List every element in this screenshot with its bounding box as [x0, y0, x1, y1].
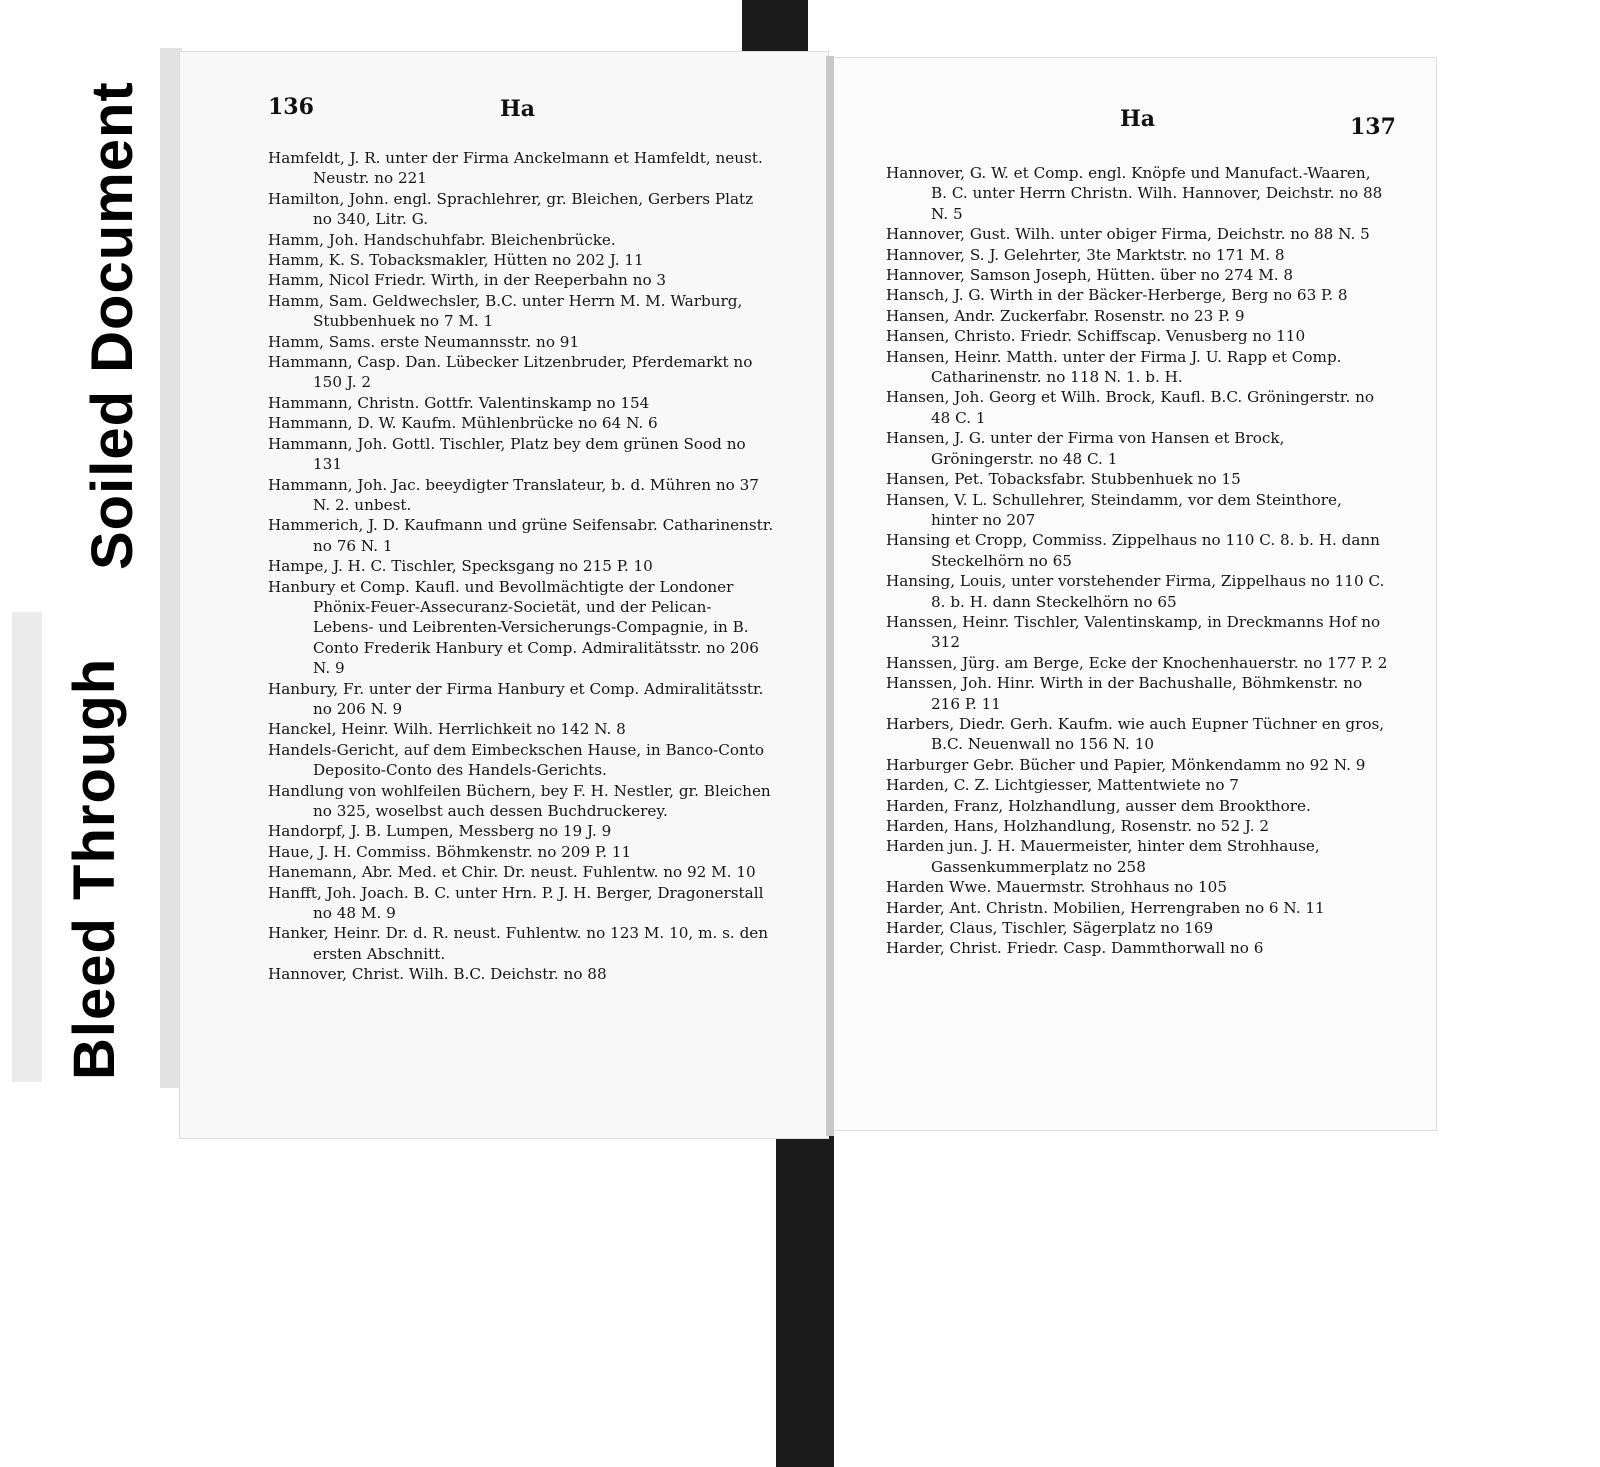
- directory-entry: Hanssen, Heinr. Tischler, Valentinskamp, in Dreckmanns Hof no 312: [886, 612, 1381, 652]
- directory-entry: Hammerich, J. D. Kaufmann und grüne Seifensabr. Catharinenstr. no 76 N. 1: [268, 516, 774, 555]
- directory-entry: Hanssen, Joh. Hinr. Wirth in der Bachushalle, Böhmkenstr. no 216 P. 11: [886, 674, 1363, 713]
- directory-entry: Hanckel, Heinr. Wilh. Herrlichkeit no 142 N. 8: [268, 720, 626, 739]
- directory-entry: Hansen, V. L. Schullehrer, Steindamm, vor dem Steinthore, hinter no 207: [886, 490, 1342, 529]
- directory-entry: Hammann, Joh. Jac. beeydigter Translateur, b. d. Mühren no 37 N. 2. unbest.: [268, 475, 759, 514]
- top-binding-strip: [742, 0, 808, 56]
- directory-entry: Handorpf, J. B. Lumpen, Messberg no 19 J. 9: [268, 822, 612, 841]
- directory-entry: Hanbury, Fr. unter der Firma Hanbury et Comp. Admiralitätsstr. no 206 N. 9: [268, 679, 764, 718]
- bottom-binding-strip: [776, 1130, 834, 1467]
- directory-entry: Hanbury et Comp. Kaufl. und Bevollmächtigte der Londoner Phönix-Feuer-Assecuranz-Societät, und der Pelican- Lebens- und Leibrenten-Versicherungs-Compagnie, in B. Conto Frederik Hanbury et Comp. Admiralitätsstr. no 206 N. 9: [268, 577, 759, 678]
- directory-entry: Hamm, Sams. erste Neumannsstr. no 91: [268, 332, 580, 351]
- directory-entry: Harburger Gebr. Bücher und Papier, Mönkendamm no 92 N. 9: [886, 755, 1366, 774]
- directory-entry: Handels-Gericht, auf dem Eimbeckschen Hause, in Banco-Conto Deposito-Conto des Handels-Gerichts.: [268, 740, 765, 780]
- soiled-document-label: Soiled Document: [80, 81, 145, 570]
- directory-entry: Haue, J. H. Commiss. Böhmkenstr. no 209 P. 11: [268, 842, 632, 861]
- left-entry-list: [268, 148, 776, 985]
- book-edge: [160, 48, 182, 1088]
- directory-entry: Hannover, Gust. Wilh. unter obiger Firma, Deichstr. no 88 N. 5: [886, 225, 1370, 244]
- directory-entry: Hamm, K. S. Tobacksmakler, Hütten no 202 J. 11: [268, 251, 644, 270]
- directory-entry: Harden Wwe. Mauermstr. Strohhaus no 105: [886, 878, 1227, 897]
- directory-entry: Hannover, Samson Joseph, Hütten. über no 274 M. 8: [886, 266, 1294, 285]
- directory-entry: Hamm, Joh. Handschuhfabr. Bleichenbrücke.: [268, 230, 616, 249]
- directory-entry: Hanfft, Joh. Joach. B. C. unter Hrn. P. J. H. Berger, Dragonerstall no 48 M. 9: [268, 883, 764, 923]
- directory-entry: Hammann, Christn. Gottfr. Valentinskamp no 154: [268, 393, 650, 412]
- directory-entry: Hansen, Joh. Georg et Wilh. Brock, Kaufl. B.C. Gröningerstr. no 48 C. 1: [886, 388, 1375, 427]
- directory-entry: Hammann, Casp. Dan. Lübecker Litzenbruder, Pferdemarkt no 150 J. 2: [268, 353, 753, 392]
- directory-entry: Hamilton, John. engl. Sprachlehrer, gr. Bleichen, Gerbers Platz no 340, Litr. G.: [268, 189, 754, 229]
- directory-entry: Hamm, Sam. Geldwechsler, B.C. unter Herrn M. M. Warburg, Stubbenhuek no 7 M. 1: [268, 291, 743, 331]
- directory-entry: Harder, Ant. Christn. Mobilien, Herrengraben no 6 N. 11: [886, 898, 1325, 917]
- directory-entry: Hammann, Joh. Gottl. Tischler, Platz bey dem grünen Sood no 131: [268, 434, 746, 474]
- directory-entry: Hansing, Louis, unter vorstehender Firma, Zippelhaus no 110 C. 8. b. H. dann Steckelhörn no 65: [886, 572, 1385, 611]
- directory-entry: Hanemann, Abr. Med. et Chir. Dr. neust. Fuhlentw. no 92 M. 10: [268, 863, 756, 882]
- directory-entry: Hamfeldt, J. R. unter der Firma Anckelmann et Hamfeldt, neust. Neustr. no 221: [268, 149, 763, 188]
- directory-entry: Hammann, D. W. Kaufm. Mühlenbrücke no 64 N. 6: [268, 414, 658, 433]
- directory-entry: Harden, Franz, Holzhandlung, ausser dem Brookthore.: [886, 796, 1311, 815]
- directory-entry: Hamm, Nicol Friedr. Wirth, in der Reeperbahn no 3: [268, 271, 667, 290]
- directory-entry: Hannover, G. W. et Comp. engl. Knöpfe und Manufact.-Waaren, B. C. unter Herrn Christn. Wilh. Hannover, Deichstr. no 88 N. 5: [886, 164, 1383, 223]
- bleed-through-label: Bleed Through: [62, 657, 127, 1080]
- directory-entry: Hanssen, Jürg. am Berge, Ecke der Knochenhauerstr. no 177 P. 2: [886, 653, 1388, 672]
- directory-entry: Harder, Christ. Friedr. Casp. Dammthorwall no 6: [886, 939, 1264, 958]
- directory-entry: Hansen, Pet. Tobacksfabr. Stubbenhuek no 15: [886, 470, 1241, 489]
- directory-entry: Hansing et Cropp, Commiss. Zippelhaus no 110 C. 8. b. H. dann Steckelhörn no 65: [886, 531, 1380, 570]
- right-page-number: 137: [1350, 114, 1396, 140]
- background-page-edge: [12, 612, 42, 1082]
- right-page-header: Ha: [1120, 106, 1156, 132]
- directory-entry: Handlung von wohlfeilen Büchern, bey F. H. Nestler, gr. Bleichen no 325, woselbst auch dessen Buchdruckerey.: [268, 781, 771, 820]
- directory-entry: Harder, Claus, Tischler, Sägerplatz no 169: [886, 919, 1214, 938]
- directory-entry: Harden, C. Z. Lichtgiesser, Mattentwiete no 7: [886, 776, 1239, 795]
- directory-entry: Harden jun. J. H. Mauermeister, hinter dem Strohhause, Gassenkummerplatz no 258: [886, 837, 1320, 876]
- directory-entry: Harden, Hans, Holzhandlung, Rosenstr. no 52 J. 2: [886, 817, 1270, 835]
- directory-entry: Hansen, J. G. unter der Firma von Hansen et Brock, Gröningerstr. no 48 C. 1: [886, 429, 1285, 468]
- directory-entry: Harbers, Diedr. Gerh. Kaufm. wie auch Eupner Tüchner en gros, B.C. Neuenwall no 156 N. 10: [886, 714, 1385, 754]
- directory-entry: Hampe, J. H. C. Tischler, Specksgang no 215 P. 10: [268, 557, 653, 576]
- directory-entry: Hansen, Andr. Zuckerfabr. Rosenstr. no 23 P. 9: [886, 306, 1245, 325]
- book-gutter: [826, 56, 834, 1136]
- directory-entry: Hanker, Heinr. Dr. d. R. neust. Fuhlentw. no 123 M. 10, m. s. den ersten Abschnitt.: [268, 924, 769, 963]
- directory-entry: Hannover, Christ. Wilh. B.C. Deichstr. no 88: [268, 965, 607, 984]
- directory-entry: Hansch, J. G. Wirth in der Bäcker-Herberge, Berg no 63 P. 8: [886, 286, 1348, 305]
- right-entry-list: [886, 163, 1388, 959]
- left-page-number: 136: [268, 94, 314, 120]
- directory-entry: Hannover, S. J. Gelehrter, 3te Marktstr. no 171 M. 8: [886, 245, 1285, 264]
- left-page-header: Ha: [500, 96, 536, 122]
- directory-entry: Hansen, Christo. Friedr. Schiffscap. Venusberg no 110: [886, 327, 1306, 346]
- directory-entry: Hansen, Heinr. Matth. unter der Firma J. U. Rapp et Comp. Catharinenstr. no 118 N. 1. b. H.: [886, 347, 1342, 387]
